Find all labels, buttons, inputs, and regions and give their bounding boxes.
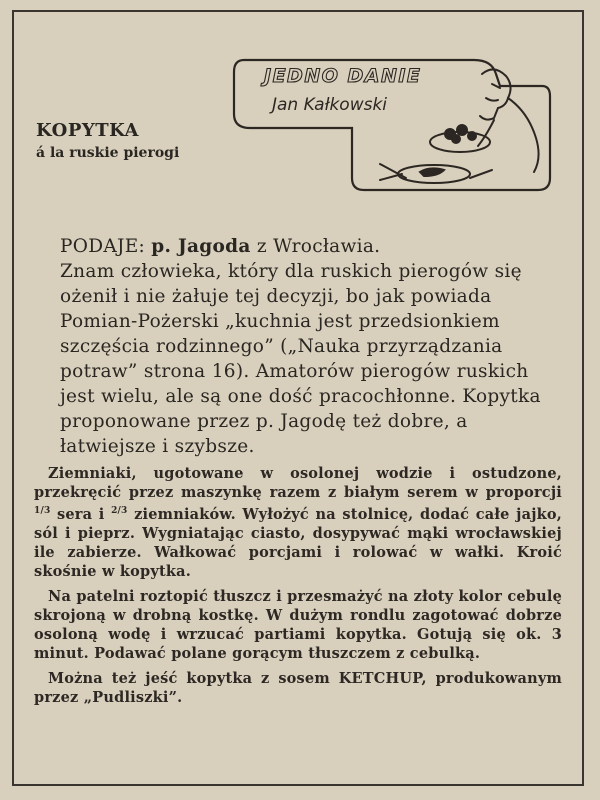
jedno-danie-logo <box>224 46 556 196</box>
intro-section <box>60 234 560 459</box>
fraction-two-thirds: 2/3 <box>111 506 128 516</box>
recipe-paragraph-1 <box>34 464 562 581</box>
fraction-one-third: 1/3 <box>34 506 51 516</box>
podaje-line <box>60 234 560 259</box>
podaje-label: PODAJE: <box>60 236 146 257</box>
podaje-name: p. Jagoda <box>151 236 251 257</box>
podaje-city: z Wrocławia. <box>256 236 381 257</box>
recipe-title: KOPYTKA <box>36 120 140 141</box>
recipe-p1-part-a: Ziemniaki, ugotowane w osolonej wodzie i ostudzone, przekręcić przez maszynkę razem z białym serem w proporcji <box>34 465 562 501</box>
recipe-p1-part-c: ziemniaków. Wyłożyć na stolnicę, dodać całe jajko, sól i pieprz. Wygniatając ciasto, dosypywać mąki wrocławskiej ile zabierze. Wałkować porcjami i rolować w wałki. Kroić skośnie w kopytka. <box>34 505 563 580</box>
logo-line1: JEDNO DANIE <box>264 65 422 87</box>
recipe-paragraph-3: Można też jeść kopytka z sosem KETCHUP, produkowanym przez „Pudliszki”. <box>34 669 562 706</box>
logo-line2: Jan Kałkowski <box>272 95 388 115</box>
recipe-subtitle: á la ruskie pierogi <box>36 145 180 161</box>
recipe-instructions <box>34 464 562 713</box>
recipe-p1-part-b: sera i <box>57 505 105 523</box>
recipe-paragraph-2: Na patelni roztopić tłuszcz i przesmażyć na złoty kolor cebulę skrojoną w drobną kostkę. W dużym rondlu zagotować dobrze osoloną wodę i wrzucać partiami kopytka. Gotują się ok. 3 minut. Podawać polane gorącym tłuszczem z cebulką. <box>34 587 562 662</box>
intro-paragraph: Znam człowieka, który dla ruskich pierogów się ożenił i nie żałuje tej decyzji, bo jak powiada Pomian-Pożerski „kuchnia jest przedsionkiem szczęścia rodzinnego” („Nauka przyrządzania potraw” strona 16). Amatorów pierogów ruskich jest wielu, ale są one dość pracochłonne. Kopytka proponowane przez p. Jagodę też dobre, a łatwiejsze i szybsze. <box>60 261 541 457</box>
